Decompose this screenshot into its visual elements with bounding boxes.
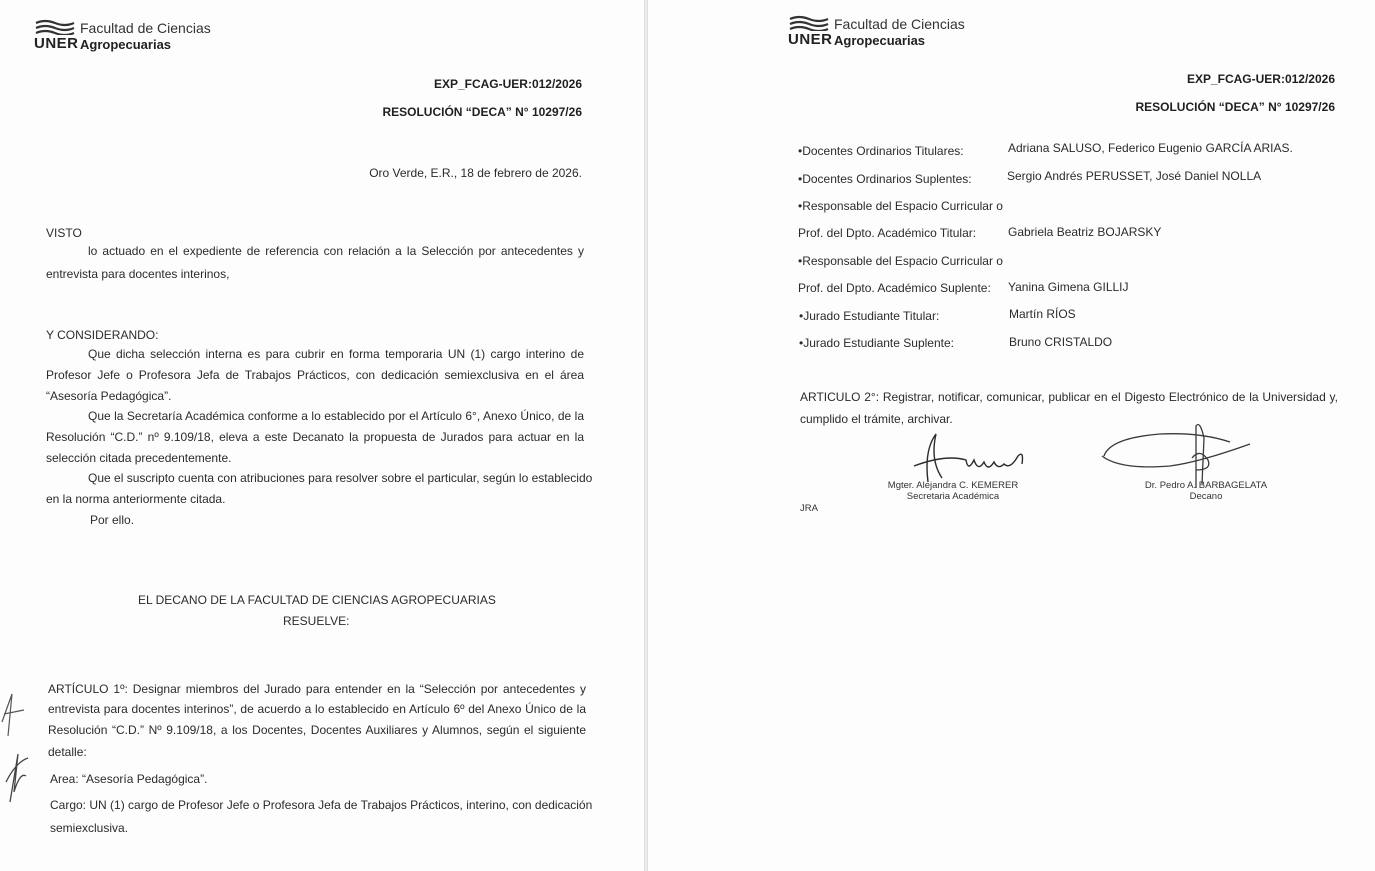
considerando-heading: Y CONSIDERANDO: [46, 328, 159, 342]
resuelve-heading: RESUELVE: [283, 614, 350, 628]
articulo-1-line: detalle: [48, 745, 87, 759]
considerando-line: selección citada precedentemente. [46, 451, 232, 465]
jury-label: •Docentes Ordinarios Suplentes: [798, 172, 972, 186]
resolution-number: RESOLUCIÓN “DECA” N° 10297/26 [1135, 100, 1335, 114]
considerando-line: Profesor Jefe o Profesora Jefa de Trabajos Prácticos, con dedicación semiexclusiva en el área [46, 368, 584, 382]
area-line: Area: “Asesoría Pedagógica”. [50, 772, 208, 786]
signature-2-name: Dr. Pedro A. BARBAGELATA [1144, 480, 1268, 491]
jury-label: Prof. del Dpto. Académico Titular: [798, 226, 977, 240]
decano-heading: EL DECANO DE LA FACULTAD DE CIENCIAS AGROPECUARIAS [138, 593, 496, 607]
cargo-line: semiexclusiva. [50, 821, 129, 835]
wave-logo-icon [789, 15, 829, 31]
logo-line-1: Facultad de Ciencias [80, 20, 211, 36]
considerando-line: Por ello. [90, 513, 135, 527]
jury-value: Martín RÍOS [1009, 307, 1076, 321]
considerando-line: “Asesoría Pedagógica”. [46, 389, 172, 403]
logo-uner: UNER [788, 31, 833, 48]
considerando-line: Que la Secretaría Académica conforme a lo establecido por el Artículo 6°, Anexo Único, de la [88, 409, 584, 423]
jury-label: •Responsable del Espacio Curricular o [798, 254, 1003, 268]
document-date: Oro Verde, E.R., 18 de febrero de 2026. [369, 166, 582, 180]
logo-line-2: Agropecuarias [80, 37, 172, 52]
jury-label: •Jurado Estudiante Suplente: [799, 336, 954, 350]
considerando-line: Que el suscripto cuenta con atribuciones para resolver sobre el particular, según lo establecido [88, 471, 593, 485]
signature-1-name: Mgter. Alejandra C. KEMERER [887, 480, 1019, 491]
logo-line-2: Agropecuarias [834, 33, 926, 48]
jury-value: Sergio Andrés PERUSSET, José Daniel NOLLA [1007, 169, 1262, 183]
resolution-number: RESOLUCIÓN “DECA” N° 10297/26 [382, 105, 582, 119]
jury-label: •Responsable del Espacio Curricular o [798, 199, 1003, 213]
document-page-1 [0, 0, 644, 871]
signature-1-role: Secretaria Académica [906, 491, 1000, 502]
articulo-1-line: entrevista para docentes interinos”, de acuerdo a lo establecido en Artículo 6º del Anexo Único de la [48, 702, 586, 716]
considerando-line: Que dicha selección interna es para cubrir en forma temporaria UN (1) cargo interino de [88, 347, 584, 361]
typist-initials: JRA [800, 503, 818, 514]
jury-label: •Jurado Estudiante Titular: [799, 309, 940, 323]
articulo-2-line: cumplido el trámite, archivar. [800, 412, 953, 426]
articulo-2-line: ARTICULO 2°: Registrar, notificar, comunicar, publicar en el Digesto Electrónico de la Universidad y, [800, 390, 1338, 404]
document-page-2 [648, 0, 1375, 871]
logo-uner: UNER [34, 35, 79, 52]
jury-value: Adriana SALUSO, Federico Eugenio GARCÍA ARIAS. [1008, 141, 1293, 155]
considerando-line: Resolución “C.D.” nº 9.109/18, eleva a este Decanato la propuesta de Jurados para actuar en la [46, 430, 584, 444]
signature-2-role: Decano [1189, 491, 1223, 502]
articulo-1-line: Resolución “C.D.” Nº 9.109/18, a los Docentes, Docentes Auxiliares y Alumnos, según el siguiente [48, 723, 586, 737]
jury-label: Prof. del Dpto. Académico Suplente: [798, 281, 991, 295]
cargo-line: Cargo: UN (1) cargo de Profesor Jefe o Profesora Jefa de Trabajos Prácticos, interino, con dedicación [50, 798, 593, 812]
visto-line: entrevista para docentes interinos, [46, 267, 230, 281]
faculty-logo [34, 19, 224, 55]
handwritten-signature-1-icon [906, 430, 1036, 486]
margin-initial-signature-icon [0, 692, 30, 812]
articulo-1-line: ARTÍCULO 1º: Designar miembros del Jurado para entender en la “Selección por antecedentes y [48, 682, 586, 696]
logo-line-1: Facultad de Ciencias [834, 16, 965, 32]
expediente-number: EXP_FCAG-UER:012/2026 [1186, 72, 1335, 86]
visto-line: lo actuado en el expediente de referencia con relación a la Selección por antecedentes y [88, 244, 584, 258]
wave-logo-icon [35, 19, 75, 35]
jury-value: Gabriela Beatriz BOJARSKY [1008, 225, 1162, 239]
jury-label: •Docentes Ordinarios Titulares: [798, 144, 964, 158]
jury-value: Bruno CRISTALDO [1009, 335, 1113, 349]
faculty-logo [788, 15, 978, 51]
expediente-number: EXP_FCAG-UER:012/2026 [433, 77, 582, 91]
jury-value: Yanina Gimena GILLIJ [1008, 280, 1129, 294]
visto-heading: VISTO [46, 226, 82, 240]
considerando-line: en la norma anteriormente citada. [46, 492, 226, 506]
